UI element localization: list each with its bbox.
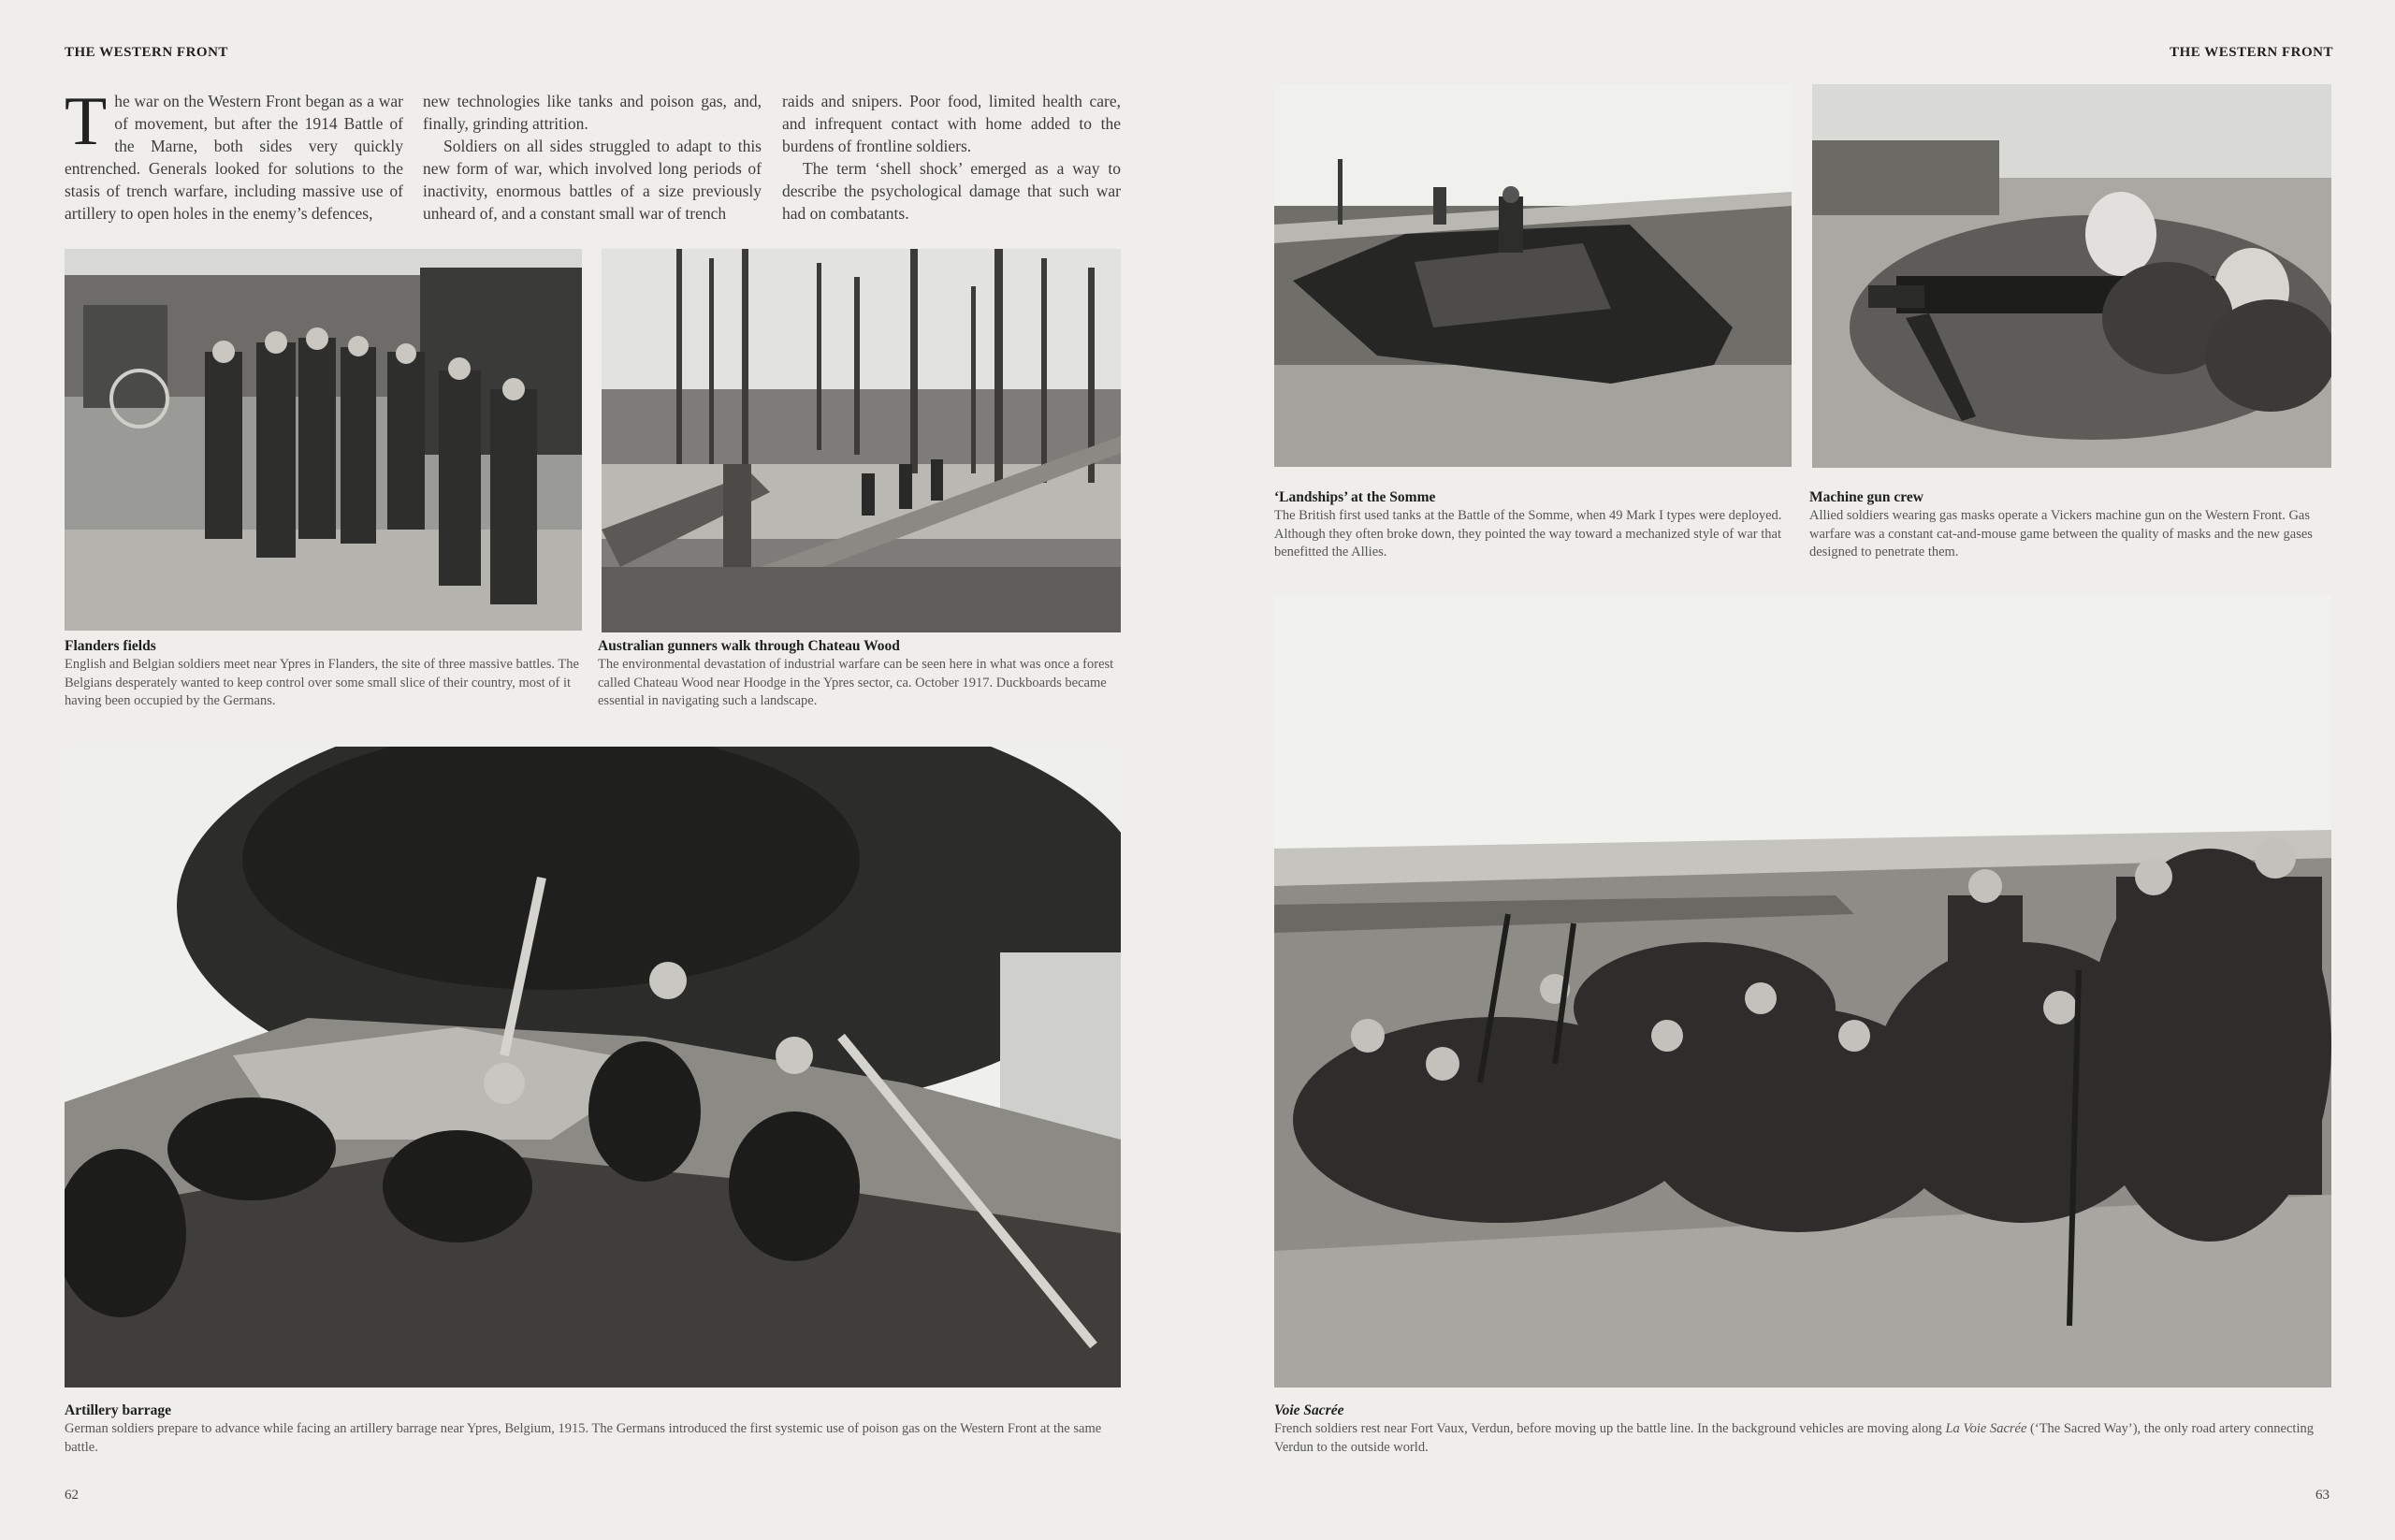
- right-page-number: 63: [2315, 1488, 2330, 1503]
- artillery-caption: [65, 1402, 1122, 1457]
- artillery-barrage-photo: [65, 747, 1121, 1387]
- intro-col3-p1: raids and snipers. Poor food, limited health care, and infrequent contact with home added to the burdens of frontline soldiers.: [782, 92, 1121, 155]
- voie-sacree-text-after: (‘The Sacred Way’), the only road artery connecting Verdun to the outside world.: [1274, 1421, 2314, 1455]
- landships-photo: [1274, 84, 1792, 467]
- machine-gun-photo: [1812, 84, 2331, 468]
- machine-gun-caption-title: Machine gun crew: [1809, 489, 1923, 505]
- landships-caption-text: The British first used tanks at the Battle of the Somme, when 49 Mark I types were deployed. Although they often broke down, they pointed the way toward a mechanized style of war that benefitted the Allies.: [1274, 508, 1782, 559]
- intro-column-2: [423, 90, 762, 225]
- chateau-wood-caption-title: Australian gunners walk through Chateau Wood: [598, 638, 900, 654]
- chateau-wood-caption: [598, 637, 1122, 711]
- flanders-fields-photo: [65, 249, 582, 631]
- voie-sacree-photo: [1274, 596, 2331, 1387]
- chateau-wood-photo: [602, 249, 1121, 632]
- intro-column-3: [782, 90, 1121, 225]
- voie-sacree-caption-text: [1274, 1420, 2333, 1457]
- flanders-caption-text: English and Belgian soldiers meet near Ypres in Flanders, the site of three massive battles. The Belgians desperately wanted to keep control over some small slice of their country, most of it having been occupied by the Germans.: [65, 657, 579, 708]
- voie-sacree-caption: [1274, 1402, 2333, 1457]
- right-running-head: THE WESTERN FRONT: [2170, 45, 2333, 60]
- left-page-number: 62: [65, 1488, 79, 1503]
- intro-col2-p1: new technologies like tanks and poison gas, and, finally, grinding attrition.: [423, 92, 762, 133]
- left-running-head: THE WESTERN FRONT: [65, 45, 228, 60]
- machine-gun-caption-text: Allied soldiers wearing gas masks operate a Vickers machine gun on the Western Front. Gas warfare was a constant cat-and-mouse game between the quality of masks and the new gases designed to penetrate them.: [1809, 508, 2313, 559]
- voie-sacree-text-italic: La Voie Sacrée: [1945, 1421, 2027, 1436]
- machine-gun-caption: [1809, 488, 2335, 562]
- intro-col2-p2: Soldiers on all sides struggled to adapt to this new form of war, which involved long periods of inactivity, enormous battles of a size previously unheard of, and a constant small war of trench: [423, 137, 762, 223]
- voie-sacree-caption-title: Voie Sacrée: [1274, 1402, 1344, 1418]
- flanders-caption: [65, 637, 588, 711]
- chateau-wood-caption-text: The environmental devastation of industrial warfare can be seen here in what was once a forest called Chateau Wood near Hoodge in the Ypres sector, ca. October 1917. Duckboards became essential in navigating such a landscape.: [598, 657, 1114, 708]
- artillery-caption-title: Artillery barrage: [65, 1402, 172, 1418]
- intro-col1-text: he war on the Western Front began as a war of movement, but after the 1914 Battle of the Marne, both sides very quickly entrenched. Generals looked for solutions to the stasis of trench warfare, including massive use of artillery to open holes in the enemy’s defences,: [65, 92, 403, 223]
- drop-cap: T: [65, 83, 108, 160]
- artillery-caption-text: German soldiers prepare to advance while facing an artillery barrage near Ypres, Belgium, 1915. The Germans introduced the first systemic use of poison gas on the Western Front at the same battle.: [65, 1421, 1102, 1455]
- flanders-caption-title: Flanders fields: [65, 638, 156, 654]
- landships-caption-title: ‘Landships’ at the Somme: [1274, 489, 1436, 505]
- voie-sacree-text-before: French soldiers rest near Fort Vaux, Verdun, before moving up the battle line. In the background vehicles are moving along: [1274, 1421, 1946, 1436]
- intro-column-1: [65, 83, 403, 225]
- intro-col3-p2: The term ‘shell shock’ emerged as a way to describe the psychological damage that such war had on combatants.: [782, 159, 1121, 223]
- landships-caption: [1274, 488, 1798, 562]
